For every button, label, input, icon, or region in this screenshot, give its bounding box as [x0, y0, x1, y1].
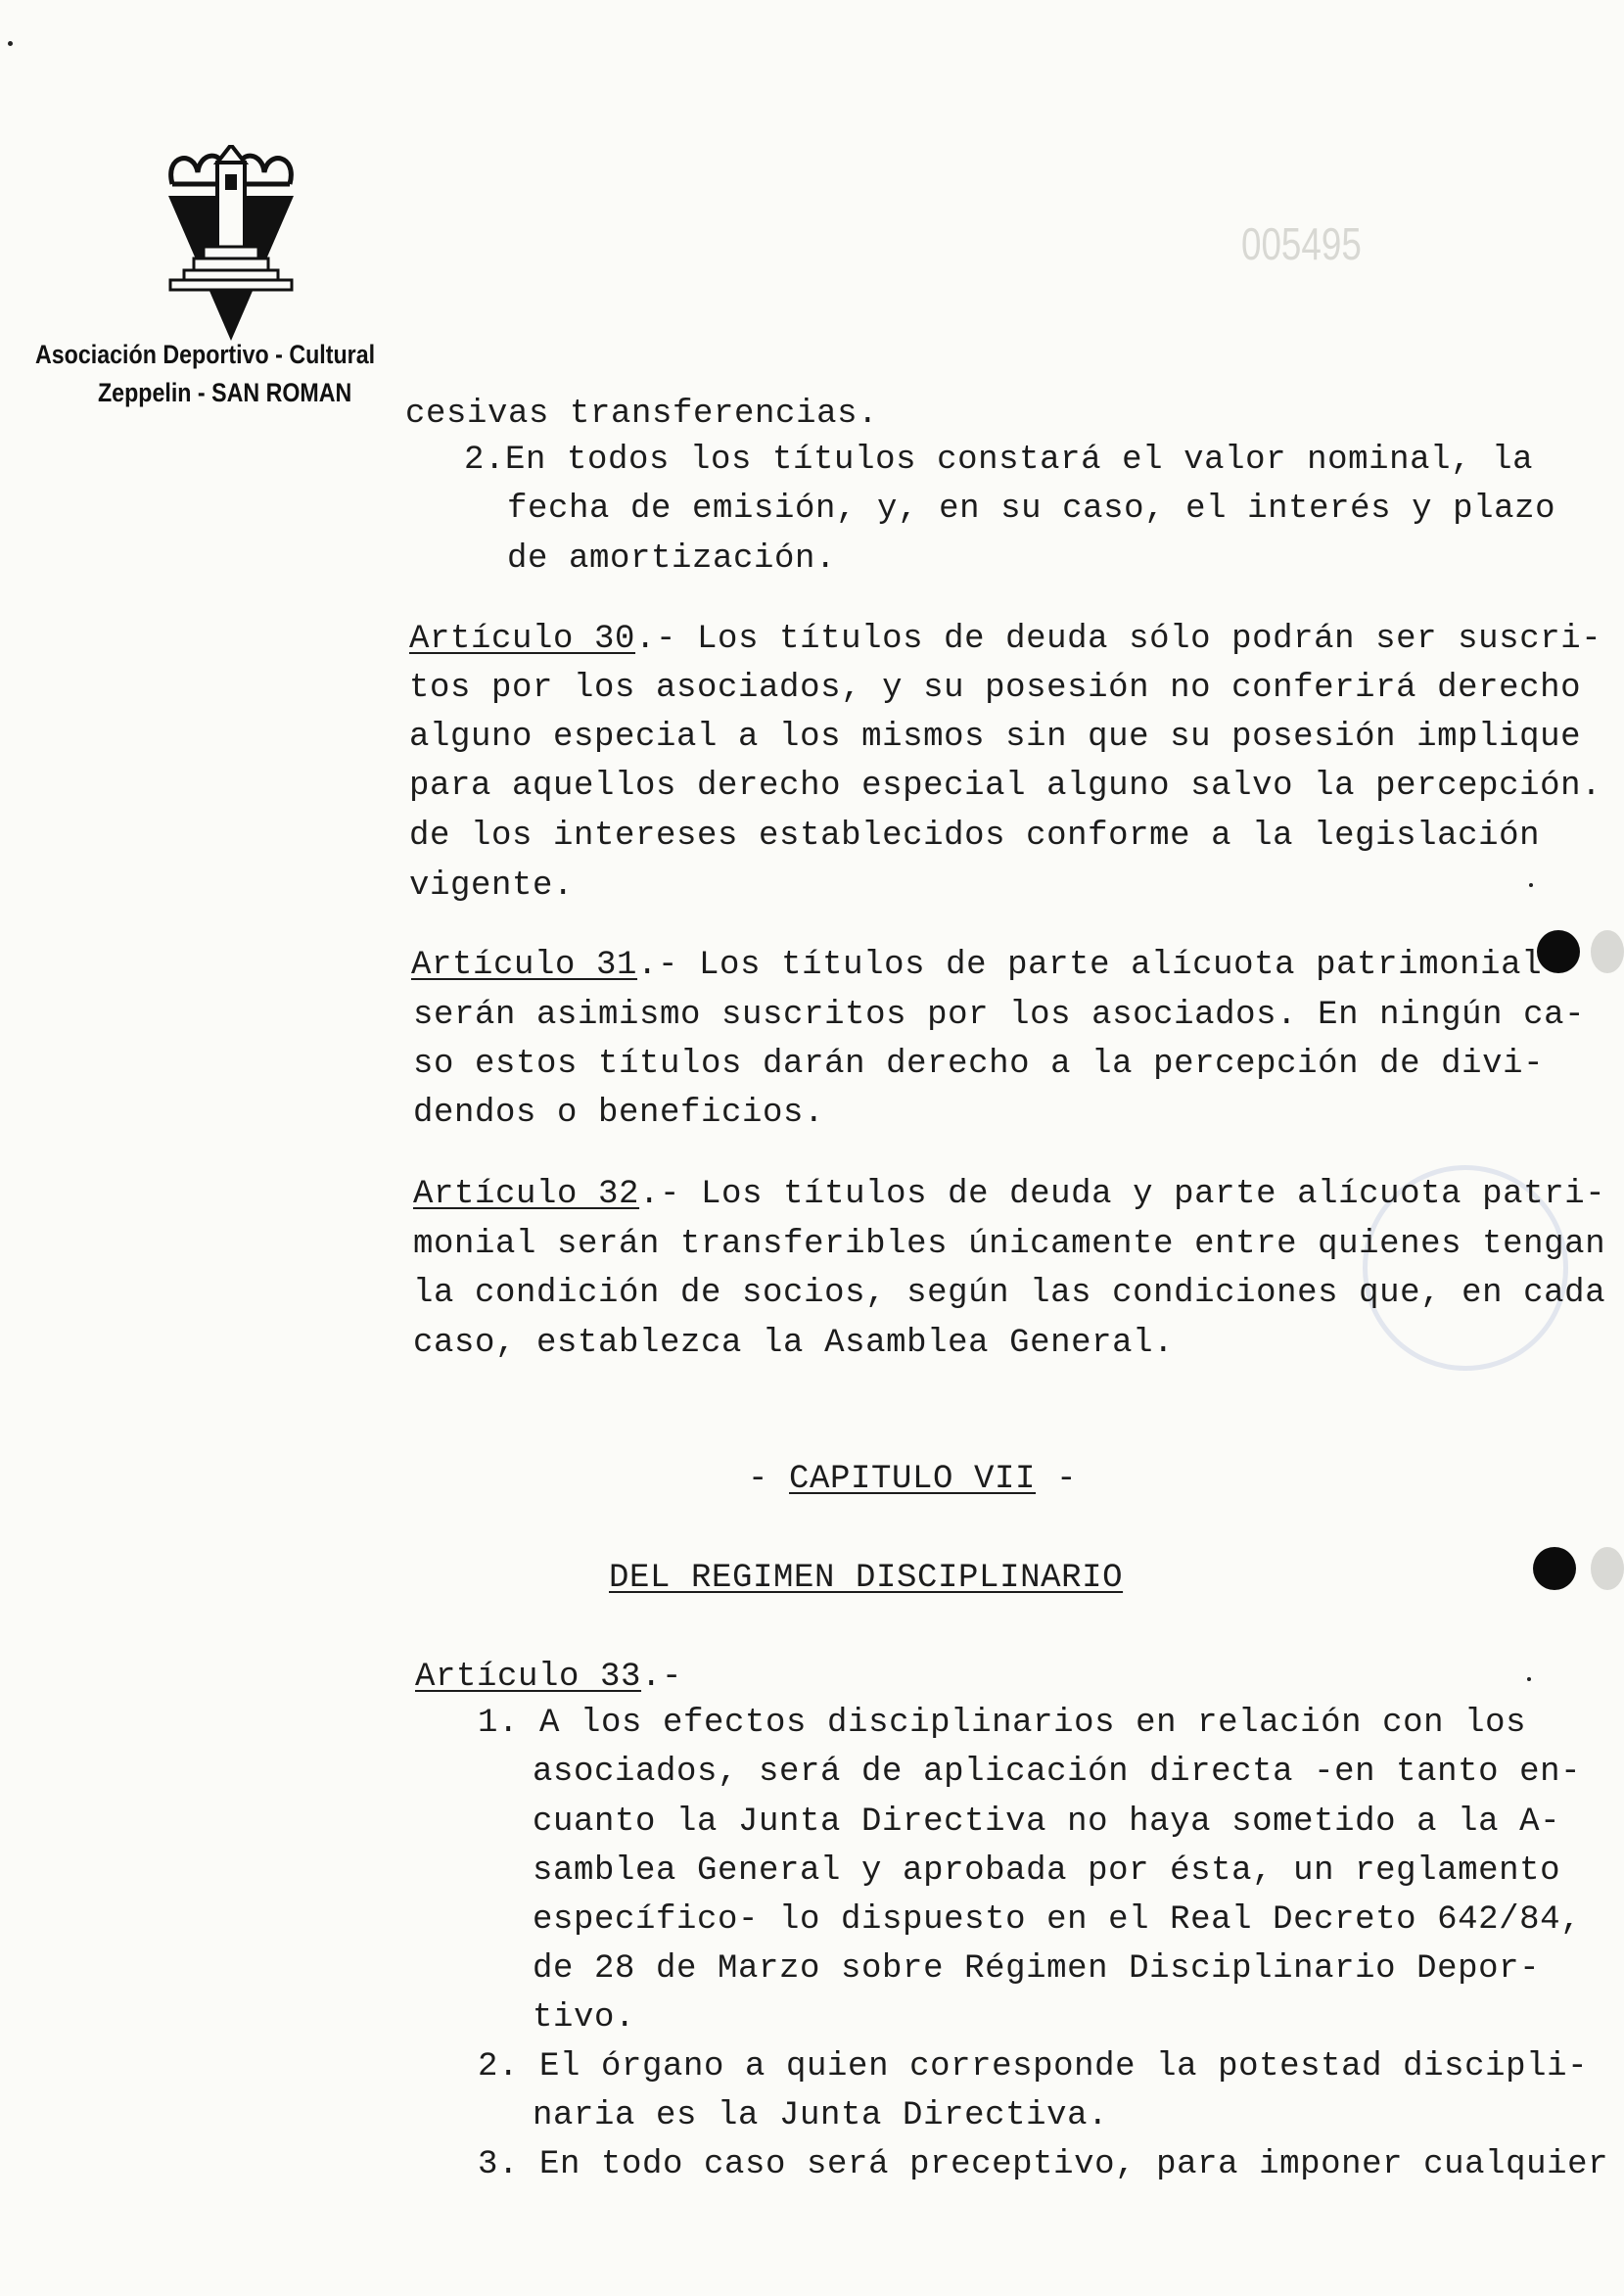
article-31-heading: Artículo 31 — [411, 947, 638, 984]
organization-name-line1: Asociación Deportivo - Cultural — [35, 340, 376, 369]
text-line: tos por los asociados, y su posesión no conferirá derecho — [409, 670, 1582, 707]
speck-right-1 — [1529, 883, 1533, 887]
article-30-heading: Artículo 30 — [409, 621, 636, 658]
text-line: cuanto la Junta Directiva no haya sometido a la A- — [533, 1804, 1561, 1841]
organization-name-line2: Zeppelin - SAN ROMAN — [98, 378, 352, 407]
article-32-text: .- Los títulos de deuda y parte alícuota patri- — [639, 1176, 1606, 1213]
chapter-title: CAPITULO VII — [789, 1461, 1037, 1498]
text-line: so estos títulos darán derecho a la percepción de divi- — [413, 1046, 1545, 1083]
text-line: de 28 de Marzo sobre Régimen Disciplinario Depor- — [533, 1950, 1541, 1988]
text-line: 2. El órgano a quien corresponde la potestad discipli- — [478, 2048, 1589, 2085]
text-line: 1. A los efectos disciplinarios en relación con los — [478, 1705, 1527, 1742]
text-line: asociados, será de aplicación directa -en tanto en- — [533, 1754, 1582, 1791]
text-line: naria es la Junta Directiva. — [533, 2097, 1109, 2134]
text-line: de los intereses establecidos conforme a la legislación — [409, 818, 1541, 855]
text-line: tivo. — [533, 1999, 636, 2037]
text-line: monial serán transferibles únicamente entre quienes tengan — [413, 1226, 1606, 1263]
punch-hole-bottom — [1533, 1547, 1576, 1590]
article-33-line — [415, 1659, 682, 1696]
chapter-heading — [748, 1461, 1077, 1498]
text-line: para aquellos derecho especial alguno salvo la percepción. — [409, 768, 1602, 805]
punch-hole-top-shadow — [1591, 930, 1624, 973]
text-line: samblea General y aprobada por ésta, un reglamento — [533, 1852, 1561, 1890]
chapter-subtitle: DEL REGIMEN DISCIPLINARIO — [609, 1560, 1124, 1597]
punch-hole-bottom-shadow — [1591, 1547, 1624, 1590]
text-line: de amortización. — [507, 540, 837, 578]
text-line: 2.En todos los títulos constará el valor nominal, la — [464, 442, 1534, 479]
text-line: serán asimismo suscritos por los asociados. En ningún ca- — [413, 997, 1586, 1034]
speck-right-2 — [1527, 1677, 1531, 1681]
punch-hole-top — [1537, 930, 1580, 973]
text-line: la condición de socios, según las condiciones que, en cada — [413, 1275, 1606, 1312]
text-line: 3. En todo caso será preceptivo, para imponer cualquier — [478, 2146, 1609, 2183]
text-line: caso, establezca la Asamblea General. — [413, 1325, 1175, 1362]
speck-top-left — [8, 41, 13, 46]
text-line: fecha de emisión, y, en su caso, el interés y plazo — [507, 491, 1556, 528]
text-line: cesivas transferencias. — [405, 396, 879, 433]
article-32-heading: Artículo 32 — [413, 1176, 640, 1213]
chapter-dash: - — [748, 1461, 790, 1498]
text-line: alguno especial a los mismos sin que su posesión implique — [409, 719, 1582, 756]
ghost-number: 005495 — [1241, 218, 1362, 269]
text-line: dendos o beneficios. — [413, 1095, 825, 1132]
text-line: específico- lo dispuesto en el Real Decreto 642/84, — [533, 1901, 1582, 1939]
association-logo-icon — [164, 145, 298, 341]
article-30-line — [409, 621, 1601, 658]
article-33-text: .- — [641, 1659, 683, 1696]
article-33-heading: Artículo 33 — [415, 1659, 642, 1696]
text-line: vigente. — [409, 867, 575, 905]
article-31-line — [411, 947, 1542, 984]
chapter-dash: - — [1036, 1461, 1078, 1498]
article-32-line — [413, 1176, 1605, 1213]
article-31-text: .- Los títulos de parte alícuota patrimonial — [637, 947, 1543, 984]
article-30-text: .- Los títulos de deuda sólo podrán ser suscri- — [635, 621, 1602, 658]
